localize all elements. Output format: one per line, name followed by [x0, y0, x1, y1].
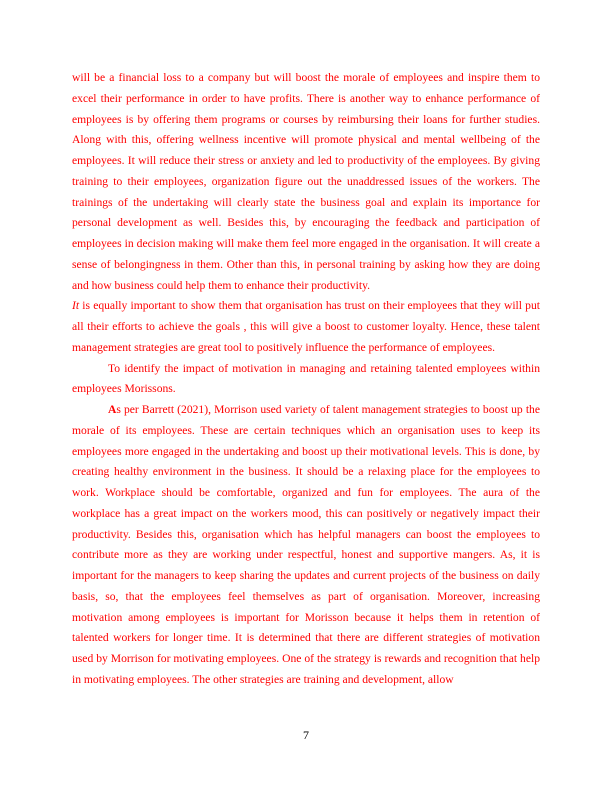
- paragraph-1-text: will be a financial loss to a company but will boost the morale of employees and inspire them to excel their performance in order to have profits. There is another way to enhance performance of employees is by offering them programs or courses by reimbursing their loans for further studies. Along with this, offering wellness incentive will promote physical and mental wellbeing of the employees. It will reduce their stress or anxiety and led to productivity of the employees. By giving training to their employees, organization figure out the unaddressed issues of the workers. The trainings of the undertaking will clearly state the business goal and explain its importance for personal development as well. Besides this, by encouraging the feedback and participation of employees in decision making will make them feel more engaged in the organisation. It will create a sense of belongingness in them. Other than this, in personal training by asking how they are doing and how business could help them to enhance their productivity.: [72, 71, 540, 292]
- paragraph-1: [72, 68, 540, 359]
- body-text: [72, 68, 540, 691]
- paragraph-3-lead: A: [108, 403, 117, 416]
- page-number: 7: [303, 728, 309, 742]
- paragraph-3-text: s per Barrett (2021), Morrison used variety of talent management strategies to boost up the morale of its employees. These are certain techniques which an organisation uses to keep its employees more engaged in the undertaking and boost up their motivational levels. This is done, by creating healthy environment in the business. It should be a relaxing place for the employees to work. Workplace should be comfortable, organized and fun for employees. The aura of the workplace has a great impact on the workers mood, this can positively or negatively impact their productivity. Besides this, organisation which has helpful managers can boost the employees to contribute more as they are working under respectful, honest and supportive mangers. As, it is important for the managers to keep sharing the updates and current projects of the business on daily basis, so, that the employees feel themselves as part of organisation. Moreover, increasing motivation among employees is important for Morisson because it helps them in retention of talented workers for longer time. It is determined that there are different strategies of motivation used by Morrison for motivating employees. One of the strategy is rewards and recognition that help in motivating employees. The other strategies are training and development, allow: [72, 403, 540, 686]
- paragraph-1-italic-lead: It: [72, 299, 80, 313]
- paragraph-1-continuation: is equally important to show them that organisation has trust on their employees that they will put all their efforts to achieve the goals , this will give a boost to customer loyalty. Hence, these talent management strategies are great tool to positively influence the performance of employees.: [72, 299, 540, 354]
- paragraph-2: To identify the impact of motivation in managing and retaining talented employees within employees Morissons.: [72, 361, 540, 396]
- paragraph-3: [72, 400, 540, 691]
